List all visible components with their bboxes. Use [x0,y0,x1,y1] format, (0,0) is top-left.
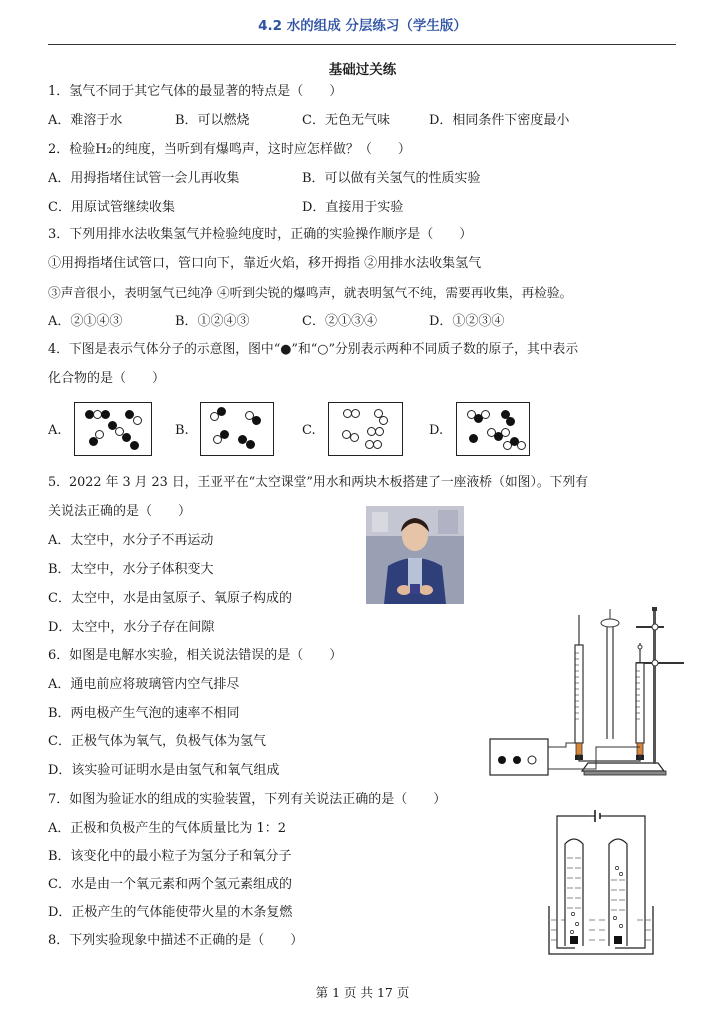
q6-option-b: B．两电极产生气泡的速率不相同 [48,706,240,721]
q1-option-d: D．相同条件下密度最小 [429,113,570,128]
q3-stem: 3．下列用排水法收集氢气并检验纯度时，正确的实验操作顺序是（ ） [48,227,473,242]
black-atom [89,437,98,446]
q4-label-a: A. [48,423,62,438]
q5-stem-line-1: 5．2022 年 3 月 23 日，王亚平在“太空课堂”用水和两块木板搭建了一座液桥（如图）。下列有 [48,475,589,490]
q4-molecule-box-c [328,402,403,456]
q7-stem: 7．如图为验证水的组成的实验装置，下列有关说法正确的是（ ） [48,792,447,807]
document-header: 4.2 水的组成 分层练习（学生版） [258,18,467,34]
white-atom [133,416,142,425]
q4-label-c: C. [302,423,316,438]
black-atom [122,433,131,442]
black-atom [130,441,139,450]
black-atom [220,430,229,439]
q4-stem-line-2: 化合物的是（ ） [48,371,166,386]
black-atom [469,434,478,443]
q5-option-c: C．太空中，水是由氢原子、氧原子构成的 [48,591,292,606]
q6-option-d: D．该实验可证明水是由氢气和氧气组成 [48,763,280,778]
q4-molecule-box-b [200,402,274,456]
q5-option-d: D．太空中，水分子存在间隙 [48,620,215,635]
q3-option-b: B．①②④③ [175,314,250,329]
q1-stem: 1．氢气不同于其它气体的最显著的特点是（ ） [48,84,343,99]
q7-option-c: C．水是由一个氧元素和两个氢元素组成的 [48,877,292,892]
section-title: 基础过关练 [328,62,397,78]
black-atom [252,416,261,425]
q5-option-a: A．太空中，水分子不再运动 [48,533,214,548]
q3-option-d: D．①②③④ [429,314,505,329]
q3-option-a: A．②①④③ [48,314,123,329]
q2-option-c: C．用原试管继续收集 [48,200,175,215]
q3-step-line-1: ①用拇指堵住试管口，管口向下，靠近火焰，移开拇指 ②用排水法收集氢气 [48,256,482,271]
space-class-photo [366,506,464,604]
q4-stem-line-1: 4．下图是表示气体分子的示意图，图中“●”和“○”分别表示两种不同质子数的原子，其中表示 [48,342,579,357]
q2-option-b: B．可以做有关氢气的性质实验 [302,171,481,186]
q1-option-b: B．可以燃烧 [175,113,250,128]
white-atom [350,433,359,442]
q7-option-b: B．该变化中的最小粒子为氢分子和氧分子 [48,849,292,864]
q2-option-a: A．用拇指堵住试管一会儿再收集 [48,171,240,186]
q3-option-c: C．②①③④ [302,314,377,329]
q2-option-d: D．直接用于实验 [302,200,404,215]
header-rule [48,44,676,45]
q8-stem: 8．下列实验现象中描述不正确的是（ ） [48,933,304,948]
white-atom [481,410,490,419]
white-atom [517,441,526,450]
white-atom [501,428,510,437]
page-footer: 第 1 页 共 17 页 [315,985,410,1000]
white-atom [379,416,388,425]
q7-option-d: D．正极产生的气体能使带火星的木条复燃 [48,905,293,920]
q7-option-a: A．正极和负极产生的气体质量比为 1：2 [48,821,287,836]
white-atom [351,409,360,418]
q5-option-b: B．太空中，水分子体积变大 [48,562,214,577]
q3-step-line-2: ③声音很小，表明氢气已纯净 ④听到尖锐的爆鸣声，就表明氢气不纯，需要再收集，再检验。 [48,285,573,300]
q5-stem-line-2: 关说法正确的是（ ） [48,504,192,519]
q6-option-a: A．通电前应将玻璃管内空气排尽 [48,677,240,692]
q1-option-c: C．无色无气味 [302,113,390,128]
black-atom [506,417,515,426]
black-atom [246,440,255,449]
black-atom [217,407,226,416]
q2-stem: 2．检验H₂的纯度，当听到有爆鸣声，这时应怎样做？（ ） [48,142,411,157]
q6-option-c: C．正极气体为氧气，负极气体为氢气 [48,734,266,749]
black-atom [101,410,110,419]
q4-molecule-box-d [456,402,530,456]
white-atom [375,427,384,436]
q6-stem: 6．如图是电解水实验，相关说法错误的是（ ） [48,648,343,663]
white-atom [373,440,382,449]
electrolysis-apparatus-diagram [486,607,686,782]
q4-molecule-box-a [74,402,152,456]
water-composition-apparatus-diagram [547,808,657,956]
q4-label-d: D. [429,423,444,438]
q4-label-b: B. [175,423,189,438]
q1-option-a: A．难溶于水 [48,113,123,128]
